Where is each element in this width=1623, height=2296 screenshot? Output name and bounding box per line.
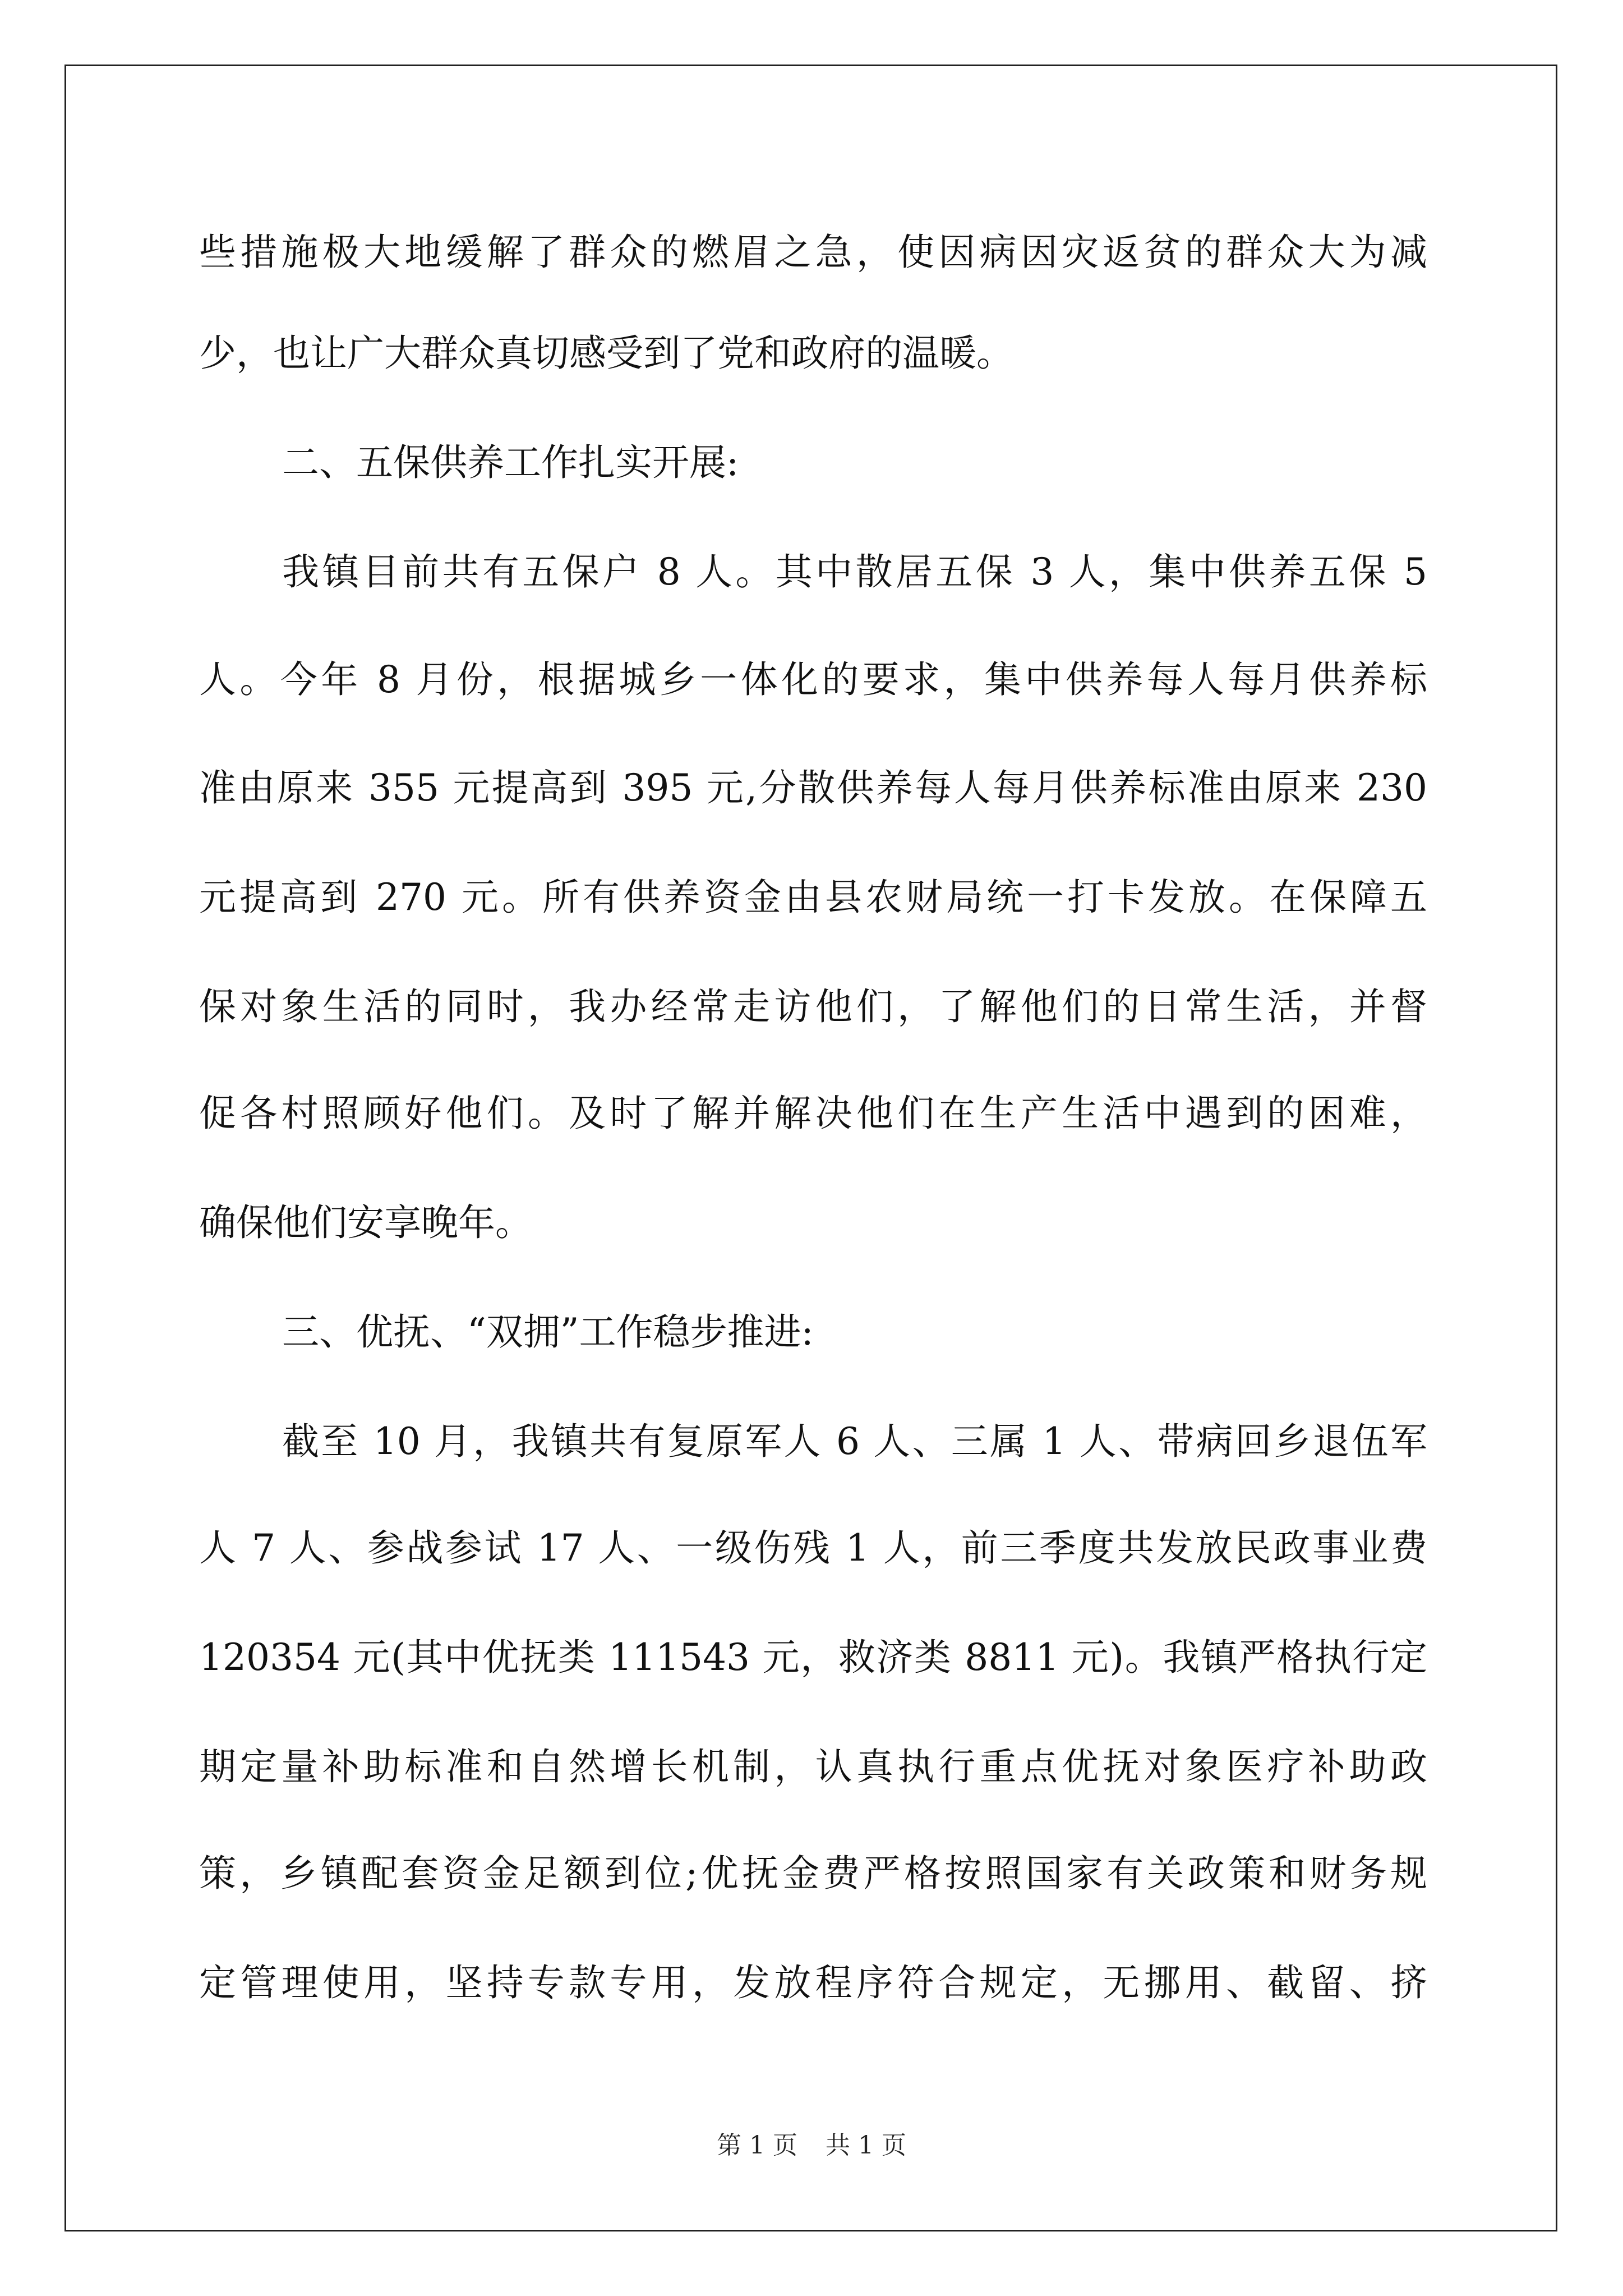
text-line: 期定量补助标准和自然增长机制，认真执行重点优抚对象医疗补助政: [199, 1745, 1427, 1788]
text-line: 人 7 人、参战参试 17 人、一级伤残 1 人，前三季度共发放民政事业费: [199, 1526, 1427, 1570]
page-number-total: 共 1 页: [826, 2131, 906, 2160]
text-line: 促各村照顾好他们。及时了解并解决他们在生产生活中遇到的困难，: [199, 1092, 1427, 1135]
text-line: 截至 10 月，我镇共有复原军人 6 人、三属 1 人、带病回乡退伍军: [282, 1420, 1427, 1463]
section-heading: 三、优抚、“双拥”工作稳步推进:: [282, 1310, 814, 1354]
text-line: 准由原来 355 元提高到 395 元,分散供养每人每月供养标准由原来 230: [199, 766, 1427, 809]
text-line: 元提高到 270 元。所有供养资金由县农财局统一打卡发放。在保障五: [199, 876, 1427, 919]
text-line: 少，也让广大群众真切感受到了党和政府的温暖。: [199, 332, 1013, 375]
page-border: [64, 65, 1557, 2231]
text-line: 策，乡镇配套资金足额到位;优抚金费严格按照国家有关政策和财务规: [199, 1852, 1427, 1895]
page-number-current: 第 1 页: [717, 2131, 797, 2160]
text-line: 120354 元(其中优抚类 111543 元，救济类 8811 元)。我镇严格执行定: [199, 1636, 1427, 1679]
text-line: 人。今年 8 月份，根据城乡一体化的要求，集中供养每人每月供养标: [199, 658, 1427, 701]
text-line: 我镇目前共有五保户 8 人。其中散居五保 3 人，集中供养五保 5: [282, 550, 1427, 593]
page-footer: [0, 2129, 1623, 2162]
text-line: 定管理使用，坚持专款专用，发放程序符合规定，无挪用、截留、挤: [199, 1961, 1427, 2004]
text-line: 些措施极大地缓解了群众的燃眉之急，使因病因灾返贫的群众大为减: [199, 231, 1427, 274]
text-line: 确保他们安享晚年。: [199, 1201, 532, 1244]
text-line: 保对象生活的同时，我办经常走访他们，了解他们的日常生活，并督: [199, 985, 1427, 1028]
section-heading: 二、五保供养工作扎实开展:: [282, 441, 739, 484]
